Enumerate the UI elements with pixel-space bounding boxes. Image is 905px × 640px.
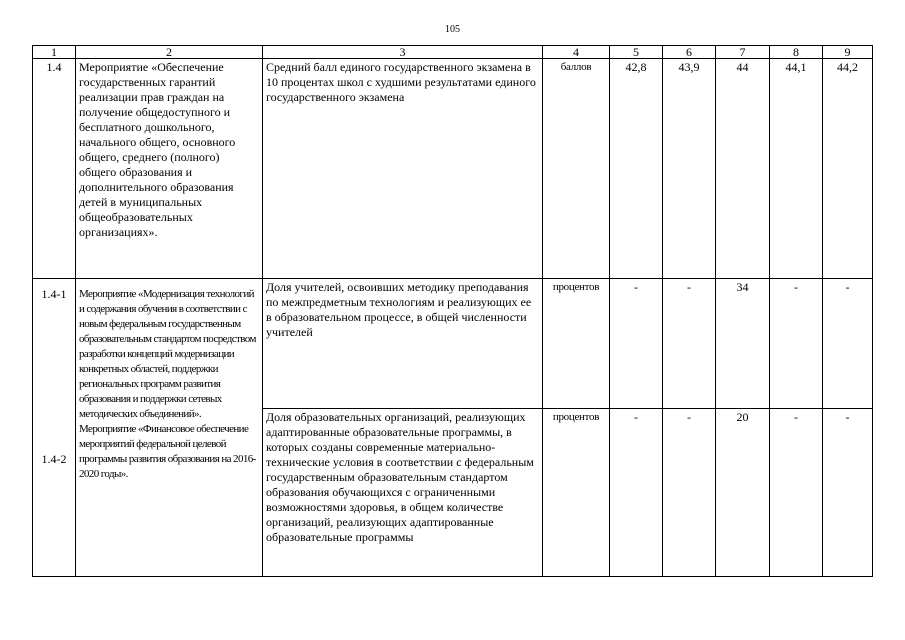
value-cell: -: [610, 409, 663, 577]
value-cell: -: [610, 279, 663, 409]
header-cell: 1: [33, 46, 76, 59]
value-cell: -: [663, 409, 716, 577]
table-row: [33, 59, 873, 279]
header-cell: 3: [263, 46, 543, 59]
header-cell: 6: [663, 46, 716, 59]
event-text-group: [76, 279, 263, 577]
row-code: 1.4-2: [41, 452, 67, 466]
indicators-table: [32, 45, 873, 577]
event-text: Мероприятие «Финансовое обеспечение мероприятий федеральной целевой программы развития образования на 2016-2020 годы».: [79, 423, 256, 480]
value-cell: -: [770, 409, 823, 577]
indicator-text: Доля образовательных организаций, реализующих адаптированные образовательные программы, в которых созданы современные материально-технические условия в соответствии с федеральным государственным образовательным стандартом образования обучающихся с ограниченными возможностями здоровья, в общем количестве организаций, реализующих адаптированные образовательные программы: [263, 409, 543, 577]
value-cell: -: [823, 409, 873, 577]
event-text: Мероприятие «Модернизация технологий и содержания обучения в соответствии с новым федеральным государственным образовательным стандартом посредством разработки концепций модернизации конкретных областей, поддержки региональных программ развития образования и поддержки сетевых методических объединений».: [79, 288, 256, 420]
header-cell: 7: [716, 46, 770, 59]
header-cell: 5: [610, 46, 663, 59]
header-cell: 2: [76, 46, 263, 59]
value-cell: 44,1: [770, 59, 823, 279]
header-cell: 9: [823, 46, 873, 59]
row-code-group: [33, 279, 76, 577]
table-row: [33, 279, 873, 409]
unit-cell: процентов: [543, 279, 610, 409]
event-text: Мероприятие «Обеспечение государственных гарантий реализации прав граждан на получение общедоступного и бесплатного дошкольного, начального общего, основного общего, среднего (полного) общего образования и дополнительного образования детей в муниципальных общеобразовательных организациях».: [76, 59, 263, 279]
value-cell: 20: [716, 409, 770, 577]
value-cell: -: [823, 279, 873, 409]
header-cell: 8: [770, 46, 823, 59]
header-cell: 4: [543, 46, 610, 59]
unit-cell: процентов: [543, 409, 610, 577]
header-row: [33, 46, 873, 59]
value-cell: -: [770, 279, 823, 409]
value-cell: 44,2: [823, 59, 873, 279]
value-cell: 34: [716, 279, 770, 409]
row-code: 1.4-1: [41, 287, 67, 301]
value-cell: 42,8: [610, 59, 663, 279]
unit-cell: баллов: [543, 59, 610, 279]
value-cell: -: [663, 279, 716, 409]
value-cell: 43,9: [663, 59, 716, 279]
value-cell: 44: [716, 59, 770, 279]
indicator-text: Средний балл единого государственного экзамена в 10 процентах школ с худшими результатами единого государственного экзамена: [263, 59, 543, 279]
page-number: 105: [445, 24, 460, 35]
row-code: 1.4: [33, 59, 76, 279]
indicator-text: Доля учителей, освоивших методику преподавания по межпредметным технологиям и реализующих ее в образовательном процессе, в общей численности учителей: [263, 279, 543, 409]
